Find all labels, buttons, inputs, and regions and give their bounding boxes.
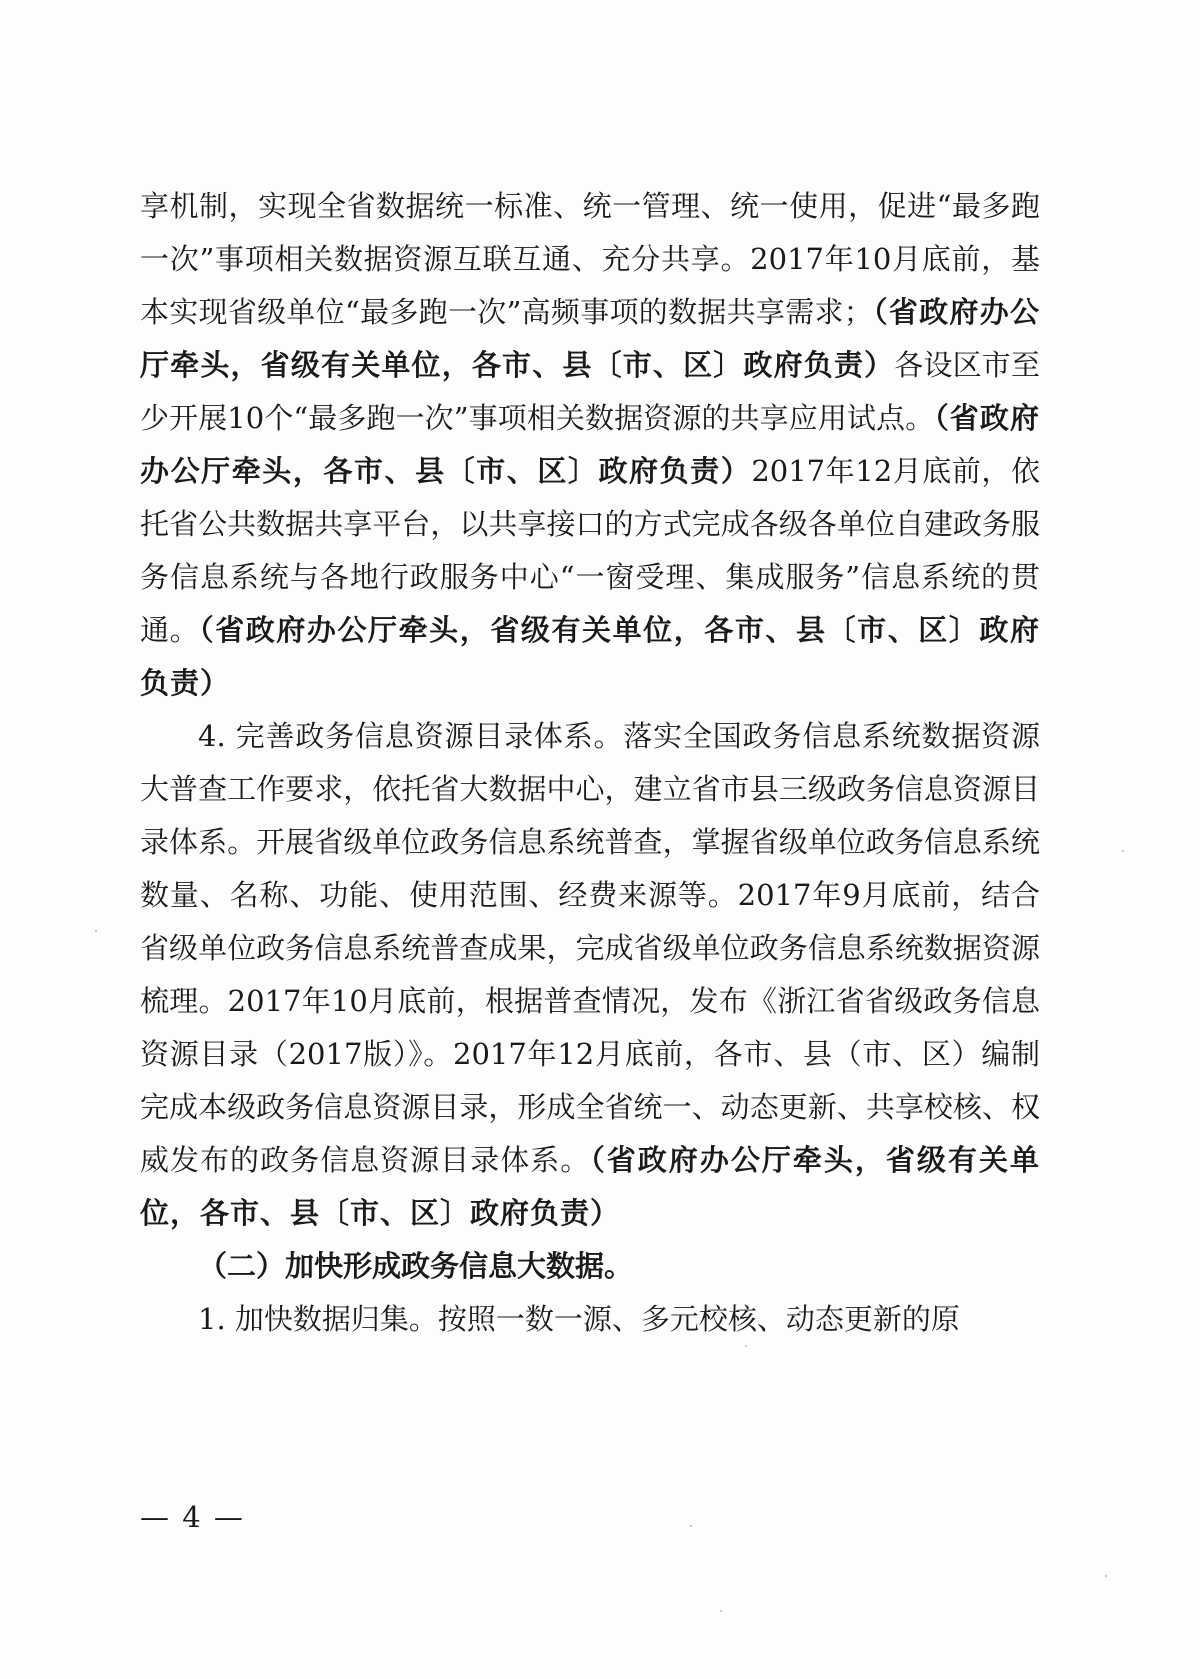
document-body bbox=[140, 180, 1040, 1346]
paragraph-text: 2017年12月底前，依托省公共数据共享平台，以共享接口的方式完成各级各单位自建政务服务信息系统与各地行政服务中心“一窗受理、集成服务”信息系统的贯通。 bbox=[140, 454, 1040, 647]
paragraph-text: 享机制，实现全省数据统一标准、统一管理、统一使用，促进“最多跑一次”事项相关数据资源互联互通、充分共享。2017年10月底前，基本实现省级单位“最多跑一次”高频事项的数据共享需求； bbox=[140, 189, 1040, 329]
paragraph-data-sharing bbox=[140, 180, 1040, 710]
scan-speck bbox=[745, 1345, 747, 1347]
paragraph-text: 各设区市至少开展10个“最多跑一次”事项相关数据资源的共享应用试点。 bbox=[140, 348, 1040, 435]
scan-speck bbox=[95, 930, 97, 932]
paragraph-resource-catalog bbox=[140, 710, 1040, 1240]
scan-speck bbox=[720, 1610, 722, 1612]
responsibility-note: （省政府办公厅牵头，省级有关单位，各市、县〔市、区〕政府负责） bbox=[140, 295, 1040, 382]
page-number: — 4 — bbox=[140, 1500, 245, 1534]
paragraph-text: 4. 完善政务信息资源目录体系。落实全国政务信息系统数据资源大普查工作要求，依托省大数据中心，建立省市县三级政务信息资源目录体系。开展省级单位政务信息系统普查，掌握省级单位政务信息系统数量、名称、功能、使用范围、经费来源等。2017年9月底前，结合省级单位政务信息系统普查成果，完成省级单位政务信息系统数据资源梳理。2017年10月底前，根据普查情况，发布《浙江省省级政务信息资源目录（2017版）》。2017年12月底前，各市、县（市、区）编制完成本级政务信息资源目录，形成全省统一、动态更新、共享校核、权威发布的政务信息资源目录体系。 bbox=[140, 719, 1040, 1177]
section-heading: （二）加快形成政务信息大数据。 bbox=[198, 1249, 634, 1283]
responsibility-note: （省政府办公厅牵头，省级有关单位，各市、县〔市、区〕政府负责） bbox=[140, 613, 1040, 700]
scan-speck bbox=[690, 1525, 692, 1527]
responsibility-note: （省政府办公厅牵头，各市、县〔市、区〕政府负责） bbox=[140, 401, 1040, 488]
scan-speck bbox=[1105, 1575, 1107, 1577]
scan-speck bbox=[1122, 850, 1124, 852]
paragraph-data-collection: 1. 加快数据归集。按照一数一源、多元校核、动态更新的原 bbox=[198, 1302, 960, 1336]
responsibility-note: （省政府办公厅牵头，省级有关单位，各市、县〔市、区〕政府负责） bbox=[140, 1143, 1040, 1230]
